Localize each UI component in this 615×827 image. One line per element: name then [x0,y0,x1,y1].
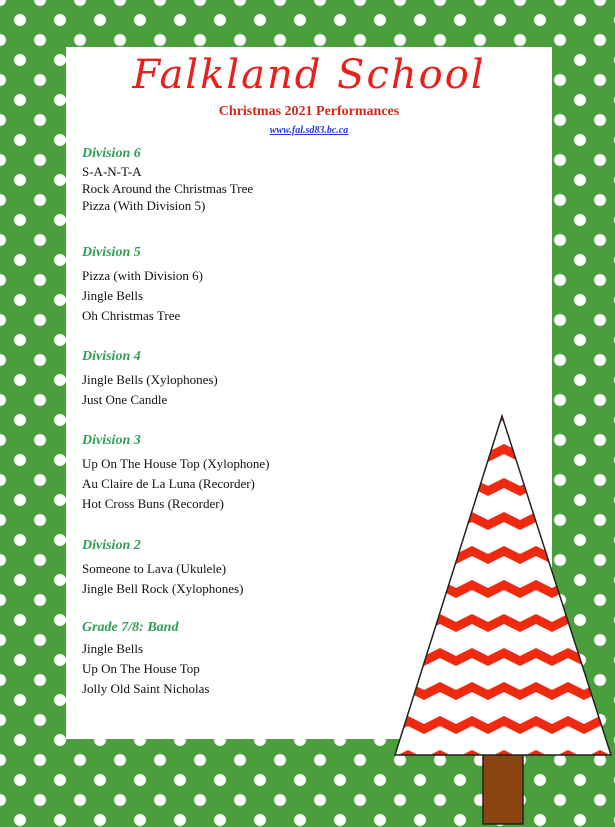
song-item: Pizza (With Division 5) [82,198,206,213]
school-title: Falkland School [132,52,486,98]
division-heading: Division 6 [82,146,141,161]
chevron-christmas-tree-icon [392,410,614,827]
song-item: Rock Around the Christmas Tree [82,181,254,196]
song-item: Jingle Bells [82,288,144,303]
program-subtitle: Christmas 2021 Performances [218,104,400,119]
division-5-section [82,244,412,326]
song-item: Hot Cross Buns (Recorder) [82,496,224,511]
song-item: Oh Christmas Tree [82,308,181,323]
song-item: Up On The House Top [82,661,200,676]
school-website-link[interactable]: www.fal.sd83.bc.ca [269,125,349,136]
song-item: Just One Candle [82,392,168,407]
division-heading: Grade 7/8: Band [82,620,179,635]
song-item: S-A-N-T-A [82,164,142,179]
division-heading: Division 5 [82,245,141,260]
division-heading: Division 2 [82,538,141,553]
division-6-section [82,145,412,214]
song-item: Au Claire de La Luna (Recorder) [82,476,255,491]
division-heading: Division 4 [82,349,141,364]
song-item: Pizza (with Division 6) [82,268,203,283]
song-item: Someone to Lava (Ukulele) [82,561,227,576]
song-item: Jingle Bells (Xylophones) [82,372,218,387]
song-item: Jolly Old Saint Nicholas [82,681,210,696]
division-heading: Division 3 [82,433,141,448]
tree-trunk [483,754,523,824]
song-item: Up On The House Top (Xylophone) [82,456,270,471]
song-item: Jingle Bells [82,641,144,656]
grade-7-8-band-section [82,619,412,699]
division-3-section [82,432,412,514]
division-2-section [82,537,412,599]
division-4-section [82,348,412,410]
song-item: Jingle Bell Rock (Xylophones) [82,581,244,596]
